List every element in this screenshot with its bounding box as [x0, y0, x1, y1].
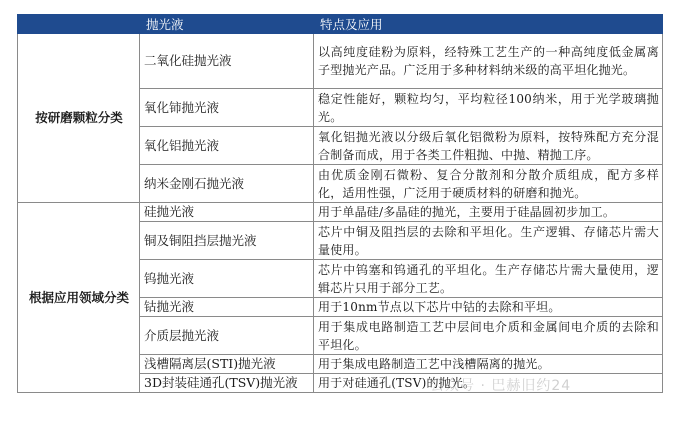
slurry-desc: 以高纯度硅粉为原料，经特殊工艺生产的一种高纯度低金属离子型抛光产品。广泛用于多种材料纳米级的高平坦化抛光。 [314, 34, 663, 89]
table-header-row [18, 15, 663, 34]
slurry-name: 钨抛光液 [140, 260, 314, 298]
slurry-desc: 由优质金刚石微粉、复合分散剂和分散介质组成，配方多样化，适用性强，广泛用于硬质材料的研磨和抛光。 [314, 165, 663, 203]
category-cell: 按研磨颗粒分类 [18, 34, 140, 203]
slurry-name: 3D封装硅通孔(TSV)抛光液 [140, 374, 314, 393]
slurry-desc: 芯片中铜及阻挡层的去除和平坦化。生产逻辑、存储芯片需大量使用。 [314, 222, 663, 260]
slurry-desc: 用于集成电路制造工艺中浅槽隔离的抛光。 [314, 355, 663, 374]
slurry-name: 浅槽隔离层(STI)抛光液 [140, 355, 314, 374]
watermark: 公众号 · 巴赫旧约24 [430, 378, 572, 394]
slurry-name: 氧化铝抛光液 [140, 127, 314, 165]
slurry-desc: 用于10nm节点以下芯片中钴的去除和平坦。 [314, 298, 663, 317]
slurry-name: 铜及铜阻挡层抛光液 [140, 222, 314, 260]
slurry-name: 硅抛光液 [140, 203, 314, 222]
slurry-desc: 芯片中钨塞和钨通孔的平坦化。生产存储芯片需大量使用，逻辑芯片只用于部分工艺。 [314, 260, 663, 298]
polishing-slurry-table [17, 14, 663, 393]
slurry-desc: 稳定性能好，颗粒均匀，平均粒径100纳米，用于光学玻璃抛光。 [314, 89, 663, 127]
header-features: 特点及应用 [314, 15, 663, 34]
slurry-desc: 用于集成电路制造工艺中层间电介质和金属间电介质的去除和平坦化。 [314, 317, 663, 355]
slurry-name: 介质层抛光液 [140, 317, 314, 355]
slurry-name: 钴抛光液 [140, 298, 314, 317]
slurry-name: 氧化铈抛光液 [140, 89, 314, 127]
header-category [18, 15, 140, 34]
slurry-name: 二氧化硅抛光液 [140, 34, 314, 89]
category-cell: 根据应用领域分类 [18, 203, 140, 393]
slurry-desc: 氧化铝抛光液以分级后氧化铝微粉为原料，按特殊配方充分混合制备而成，用于各类工件粗抛、中抛、精抛工序。 [314, 127, 663, 165]
slurry-desc: 用于单晶硅/多晶硅的抛光，主要用于硅晶圆初步加工。 [314, 203, 663, 222]
table-container [17, 14, 662, 393]
slurry-name: 纳米金刚石抛光液 [140, 165, 314, 203]
slurry-desc: 用于对硅通孔(TSV)的抛光。 [314, 374, 663, 393]
header-slurry: 抛光液 [140, 15, 314, 34]
table-row [18, 34, 663, 89]
table-row [18, 203, 663, 222]
